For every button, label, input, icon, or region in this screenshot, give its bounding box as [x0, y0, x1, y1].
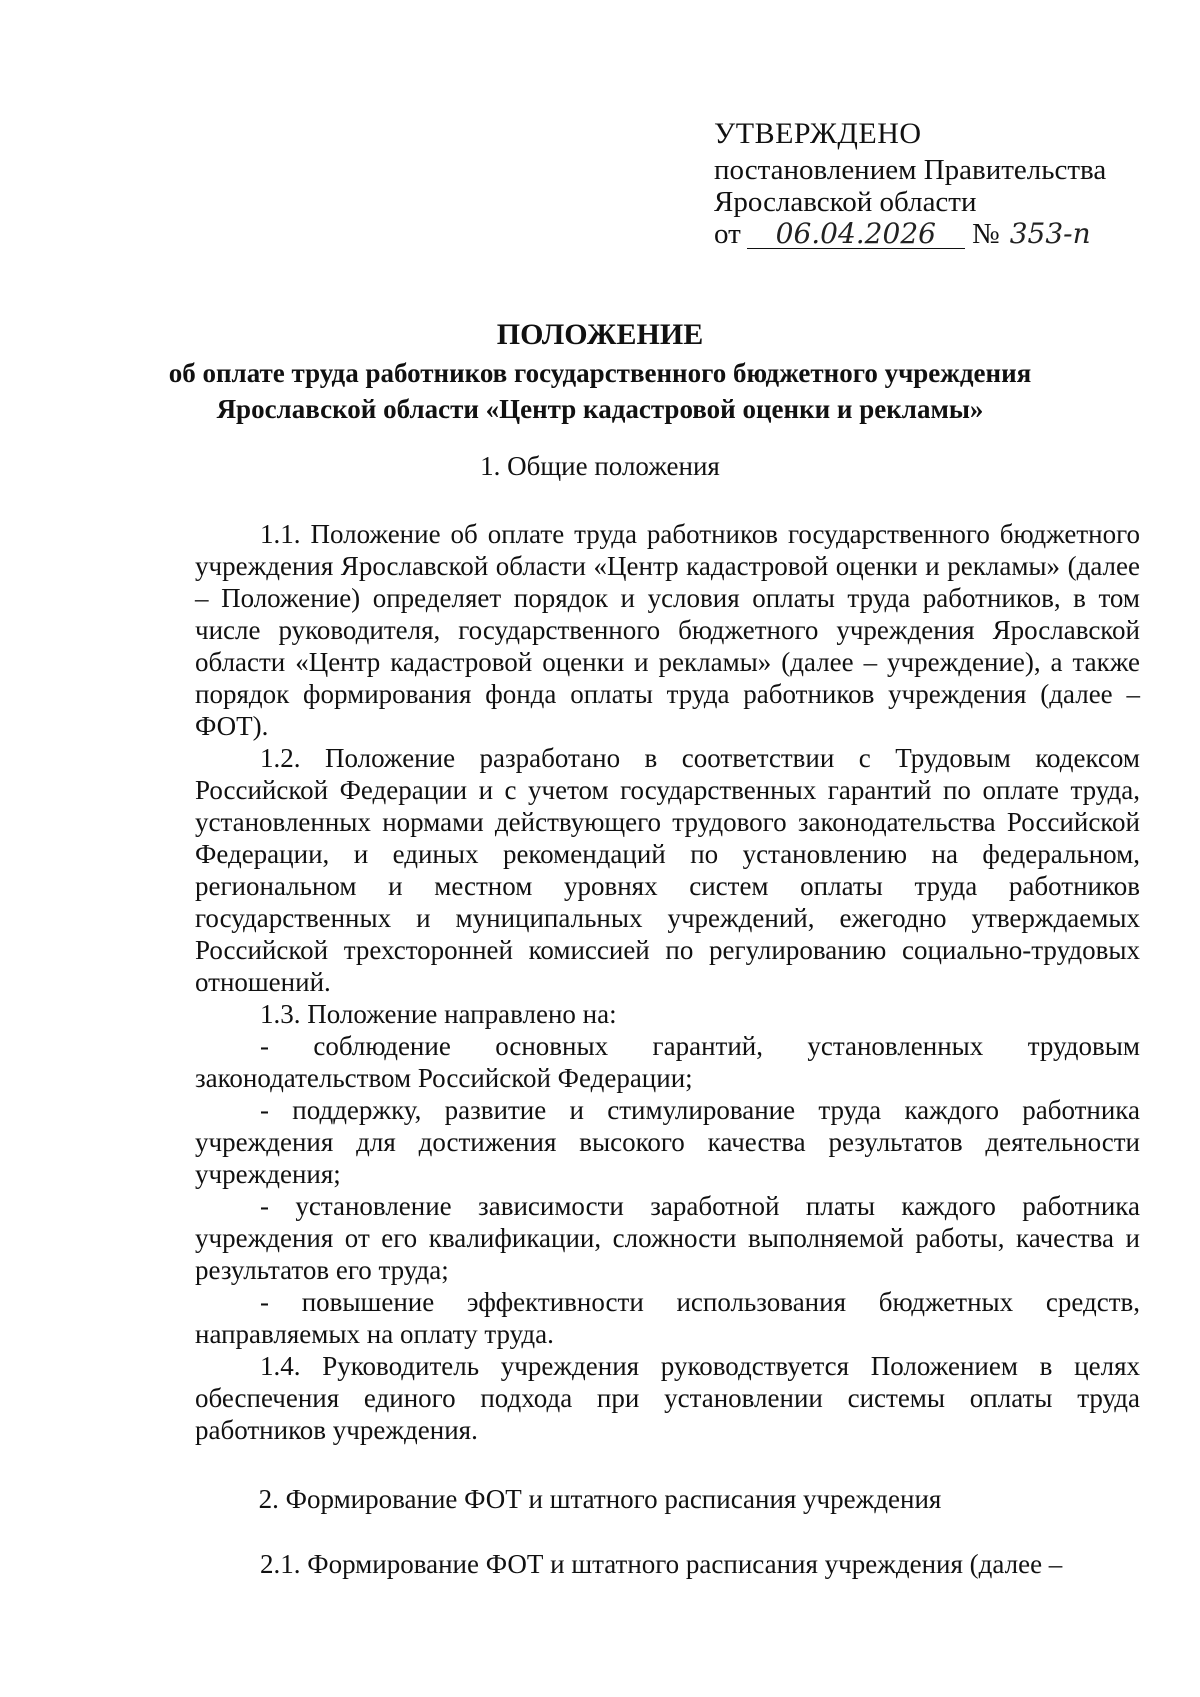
section-heading: 1. Общие положения — [480, 451, 720, 481]
paragraph: 1.2. Положение разработано в соответствии с Трудовым кодексом Российской Федерации и с учетом государственных гарантий по оплате труда, установленных нормами действующего трудового законодательства Российской Федерации, и единых рекомендаций по установлению на федеральном, региональном и местном уровнях систем оплаты труда работников государственных и муниципальных учреждений, ежегодно утверждаемых Российской трехсторонней комиссией по регулированию социально-трудовых отношений. — [195, 743, 1140, 997]
paragraph: 1.4. Руководитель учреждения руководствуется Положением в целях обеспечения единого подхода при установлении системы оплаты труда работников учреждения. — [195, 1351, 1140, 1445]
paragraph: 2.1. Формирование ФОТ и штатного расписания учреждения (далее – — [260, 1549, 1063, 1579]
approval-line-1: постановлением Правительства — [714, 154, 1107, 186]
approval-title: УТВЕРЖДЕНО — [714, 117, 922, 150]
approval-stamp — [714, 118, 1106, 250]
document-title: ПОЛОЖЕНИЕ — [496, 318, 704, 351]
paragraph: 1.3. Положение направлено на: — [260, 999, 617, 1029]
section-1-body — [195, 518, 1140, 1446]
list-item: - установление зависимости заработной платы каждого работника учреждения от его квалификации, сложности выполняемой работы, качества и результатов его труда; — [195, 1191, 1140, 1285]
section-2-body — [195, 1548, 1140, 1580]
handwritten-number: 353-п — [1009, 217, 1091, 250]
section-heading: 2. Формирование ФОТ и штатного расписания учреждения — [258, 1484, 942, 1514]
list-item: - соблюдение основных гарантий, установленных трудовым законодательством Российской Федерации; — [195, 1031, 1140, 1093]
number-label: № — [972, 218, 1000, 250]
list-item: - повышение эффективности использования бюджетных средств, направляемых на оплату труда. — [195, 1287, 1140, 1349]
handwritten-date: 06.04.2026 — [747, 220, 965, 249]
document-subtitle-line-2: Ярославской области «Центр кадастровой оценки и рекламы» — [216, 394, 984, 424]
document-subtitle-line-1: об оплате труда работников государственного бюджетного учреждения — [168, 358, 1032, 388]
from-label: от — [714, 218, 741, 250]
list-item: - поддержку, развитие и стимулирование труда каждого работника учреждения для достижения высокого качества результатов деятельности учреждения; — [195, 1095, 1140, 1189]
approval-date-line — [714, 218, 1106, 250]
paragraph: 1.1. Положение об оплате труда работников государственного бюджетного учреждения Ярославской области «Центр кадастровой оценки и рекламы» (далее – Положение) определяет порядок и условия оплаты труда работников, в том числе руководителя, государственного бюджетного учреждения Ярославской области «Центр кадастровой оценки и рекламы» (далее – учреждение), а также порядок формирования фонда оплаты труда работников учреждения (далее – ФОТ). — [195, 519, 1140, 741]
approval-line-2: Ярославской области — [714, 186, 977, 218]
